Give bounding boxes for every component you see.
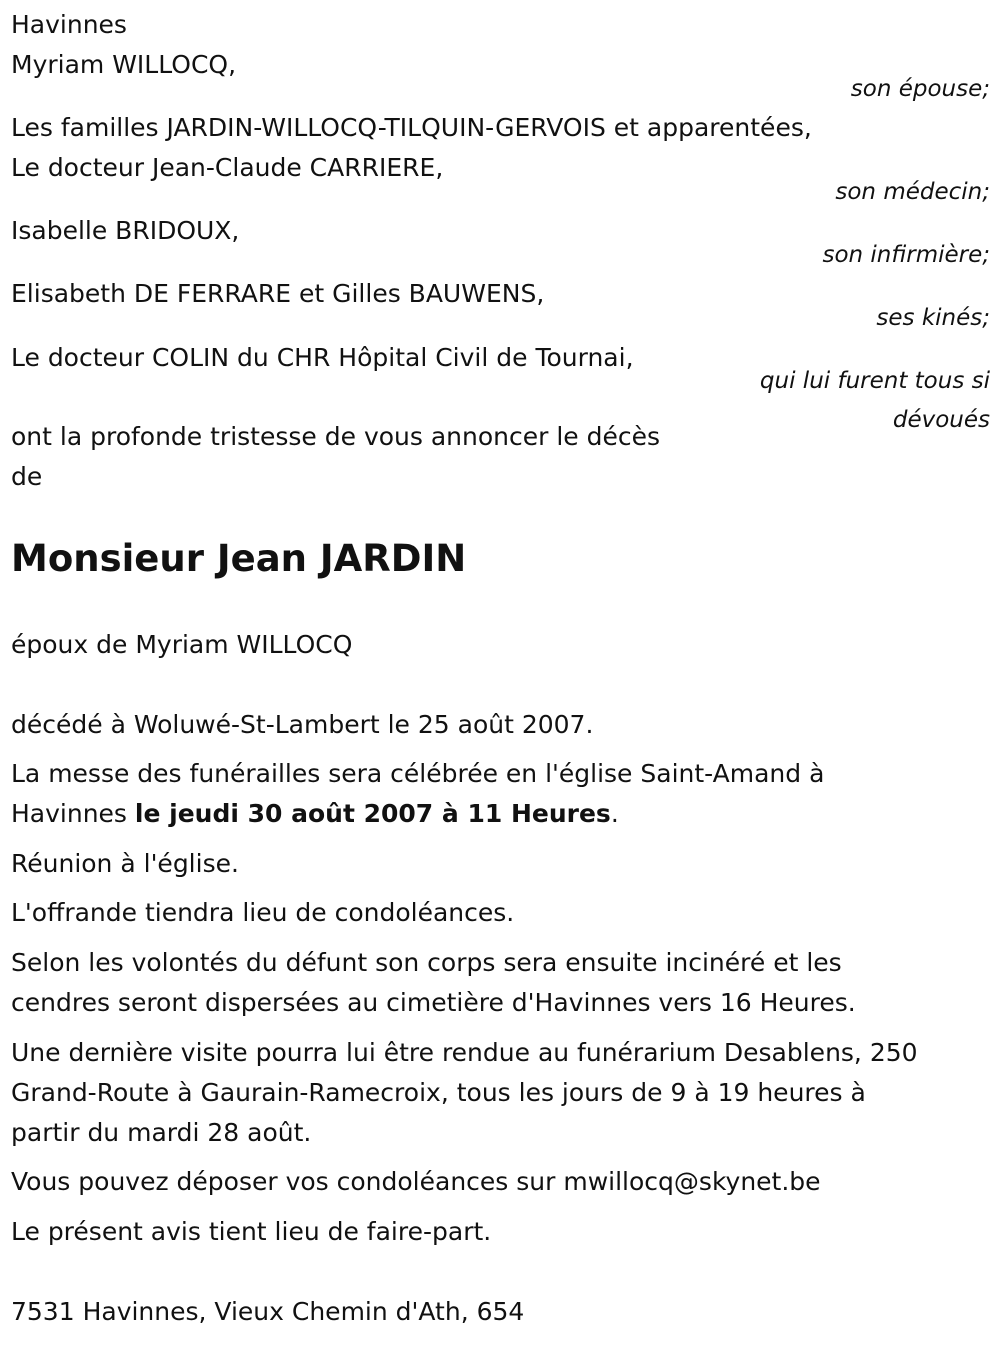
devoted-role-line2: dévoués	[892, 407, 990, 433]
offering-line: L'offrande tiendra lieu de condoléances.	[11, 898, 515, 927]
visit-line1: Une dernière visite pourra lui être rendue au funérarium Desablens, 250	[11, 1038, 918, 1067]
mass-date: le jeudi 30 août 2007 à 11 Heures	[134, 799, 611, 828]
mass-place: Havinnes	[11, 799, 135, 828]
wife-role: son épouse;	[850, 76, 990, 102]
death-line: décédé à Woluwé-St-Lambert le 25 août 2007.	[11, 710, 594, 739]
hospital-doctor-line: Le docteur COLIN du CHR Hôpital Civil de Tournai,	[11, 343, 634, 372]
visit-line3: partir du mardi 28 août.	[11, 1118, 312, 1147]
devoted-role-line1: qui lui furent tous si	[759, 368, 990, 394]
nurse-line: Isabelle BRIDOUX,	[11, 216, 240, 245]
mass-line2	[11, 794, 619, 834]
notice-line: Le présent avis tient lieu de faire-part.	[11, 1217, 492, 1246]
mass-period: .	[610, 799, 619, 828]
meeting-line: Réunion à l'église.	[11, 849, 239, 878]
place-line: Havinnes	[11, 10, 127, 39]
cremation-line2: cendres seront dispersées au cimetière d'Havinnes vers 16 Heures.	[11, 988, 856, 1017]
spouse-line: époux de Myriam WILLOCQ	[11, 630, 353, 659]
condolences-line: Vous pouvez déposer vos condoléances sur mwillocq@skynet.be	[11, 1167, 821, 1196]
cremation-line1: Selon les volontés du défunt son corps sera ensuite incinéré et les	[11, 948, 842, 977]
address-line: 7531 Havinnes, Vieux Chemin d'Ath, 654	[11, 1297, 525, 1326]
nurse-role: son infirmière;	[822, 242, 990, 268]
announcement-line1: ont la profonde tristesse de vous annoncer le décès	[11, 422, 661, 451]
families-line: Les familles JARDIN-WILLOCQ-TILQUIN-GERVOIS et apparentées,	[11, 113, 812, 142]
deceased-name: Monsieur Jean JARDIN	[11, 537, 467, 580]
physios-line: Elisabeth DE FERRARE et Gilles BAUWENS,	[11, 279, 545, 308]
mass-line1: La messe des funérailles sera célébrée en l'église Saint-Amand à	[11, 759, 825, 788]
physios-role: ses kinés;	[876, 305, 990, 331]
doctor-role: son médecin;	[835, 179, 990, 205]
doctor-line: Le docteur Jean-Claude CARRIERE,	[11, 153, 444, 182]
announcement-line2: de	[11, 462, 43, 491]
visit-line2: Grand-Route à Gaurain-Ramecroix, tous les jours de 9 à 19 heures à	[11, 1078, 866, 1107]
wife-line: Myriam WILLOCQ,	[11, 50, 237, 79]
